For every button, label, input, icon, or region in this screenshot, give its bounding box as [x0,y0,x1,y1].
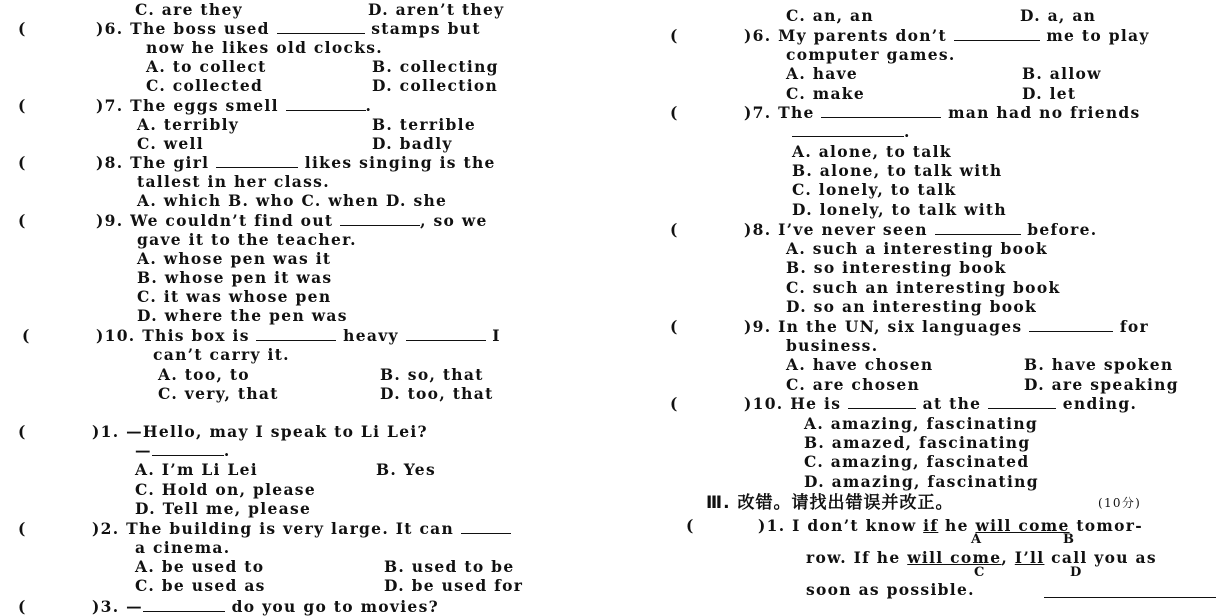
underlined-part-a: if [923,516,939,535]
question-text: The eggs smell [130,96,279,115]
mark-a: A [971,532,983,547]
question-number: )1. [92,422,120,441]
option-c: C. Hold on, please [135,480,316,499]
question-text: tomor- [1076,516,1143,535]
question-text: I don’t know [792,516,917,535]
option-c: C. amazing, fascinated [804,452,1030,471]
option-c: C. well [137,134,204,153]
option-c: C. such an interesting book [786,278,1061,297]
answer-blank[interactable] [216,154,298,168]
question-7 [744,103,1141,122]
question-text-line2: computer games. [786,45,956,64]
question-number: )10. [96,326,136,345]
option-b: B. Yes [376,460,436,479]
question-3 [92,597,439,616]
option-d: D. aren’t they [368,0,505,19]
answer-paren: ( [18,19,27,38]
option-b: B. so, that [380,365,484,384]
option-a: A. whose pen was it [137,249,332,268]
question-text: at the [922,394,982,413]
question-text: The girl [130,153,210,172]
question-text: he [945,516,969,535]
option-a: A. have chosen [786,355,934,374]
question-text: We couldn’t find out [130,211,334,230]
question-text: ending. [1062,394,1138,413]
answer-paren: ( [670,394,679,413]
question-text: call you as [1051,548,1157,567]
question-10 [744,394,1137,413]
question-text-line2: can’t carry it. [153,345,290,364]
error-question-line3: soon as possible. [806,580,975,599]
mark-b: B [1063,532,1076,547]
dash: — [135,441,152,460]
underlined-part-c: will come [907,548,1002,567]
question-number: )2. [92,519,120,538]
option-c: C. very, that [158,384,279,403]
question-text: me to play [1046,26,1150,45]
question-text: I’ve never seen [778,220,928,239]
question-text-line2: now he likes old clocks. [146,38,383,57]
question-7 [96,96,372,115]
options-row: A. which B. who C. when D. she [137,191,448,210]
option-d: D. let [1022,84,1077,103]
option-c: C. be used as [135,576,266,595]
error-question-1 [758,516,1143,535]
question-text: heavy [343,326,399,345]
mark-c: C [974,565,986,580]
option-a: A. alone, to talk [792,142,952,161]
question-number: )8. [96,153,124,172]
answer-blank[interactable] [406,327,486,341]
answer-paren: ( [18,211,27,230]
underlined-part-b: will come [975,516,1070,535]
answer-blank[interactable] [286,97,366,111]
option-d: D. a, an [1020,6,1097,25]
question-text-line2: business. [786,336,879,355]
question-9 [96,211,488,230]
answer-paren: ( [18,96,27,115]
answer-blank[interactable] [143,598,225,612]
answer-paren: ( [670,103,679,122]
answer-blank[interactable] [821,104,941,118]
section-title: Ⅲ. 改错。请找出错误并改正。 [706,493,954,513]
answer-blank[interactable] [1029,318,1113,332]
dialogue-reply: — . [135,441,231,460]
question-text: stamps but [371,19,481,38]
answer-blank[interactable] [935,221,1021,235]
question-number: )8. [744,220,772,239]
option-c: C. collected [146,76,264,95]
option-b: B. alone, to talk with [792,161,1003,180]
question-number: )6. [744,26,772,45]
question-text-line2: tallest in her class. [137,172,330,191]
question-number: )7. [96,96,124,115]
question-10 [96,326,501,345]
answer-blank[interactable] [256,327,336,341]
answer-paren: ( [18,153,27,172]
option-d: D. are speaking [1024,375,1179,394]
answer-paren: ( [670,220,679,239]
question-6 [96,19,481,38]
option-c: C. lonely, to talk [792,180,957,199]
question-8 [96,153,496,172]
option-b: B. so interesting book [786,258,1007,277]
option-b: B. amazed, fascinating [804,433,1031,452]
option-c: C. an, an [786,6,874,25]
option-a: A. be used to [135,557,265,576]
answer-blank[interactable] [988,395,1056,409]
answer-paren: ( [670,26,679,45]
question-number: )9. [96,211,124,230]
question-number: )3. [92,597,120,616]
dialogue-1 [92,422,428,441]
option-a: A. terribly [137,115,240,134]
correction-blank[interactable] [1044,584,1216,598]
option-c: C. are chosen [786,375,921,394]
question-text: row. If he [806,548,901,567]
answer-paren: ( [18,519,27,538]
section-score: (10分) [1098,496,1142,510]
option-b: B. used to be [384,557,515,576]
comma: , [1001,548,1009,567]
question-text: The boss used [130,19,270,38]
question-text: My parents don’t [778,26,947,45]
option-b: B. whose pen it was [137,268,333,287]
option-d: D. collection [372,76,499,95]
question-text: The building is very large. It can [126,519,455,538]
option-a: A. to collect [146,57,267,76]
answer-blank[interactable] [277,20,365,34]
answer-paren: ( [18,422,27,441]
option-c: C. are they [135,0,243,19]
question-number: )7. [744,103,772,122]
option-d: D. badly [372,134,453,153]
option-d: D. be used for [384,576,524,595]
question-text-line2: gave it to the teacher. [137,230,357,249]
question-text: He is [790,394,842,413]
option-b: B. have spoken [1024,355,1174,374]
question-9 [744,317,1149,336]
question-text: likes singing is the [304,153,496,172]
option-d: D. too, that [380,384,494,403]
option-a: A. such a interesting book [786,239,1048,258]
mark-d: D [1070,565,1083,580]
question-text: —Hello, may I speak to Li Lei? [126,422,428,441]
option-d: D. Tell me, please [135,499,312,518]
dash: — [126,597,143,616]
question-8 [744,220,1097,239]
question-text: This box is [142,326,250,345]
question-number: )1. [758,516,786,535]
option-c: C. it was whose pen [137,287,332,306]
option-d: D. where the pen was [137,306,348,325]
question-number: )10. [744,394,784,413]
answer-blank-line: . [792,122,911,141]
question-text: do you go to movies? [231,597,439,616]
option-a: A. I’m Li Lei [135,460,258,479]
question-number: )9. [744,317,772,336]
answer-blank[interactable] [848,395,916,409]
question-text: I [492,326,501,345]
question-end: . [365,96,373,115]
answer-paren: ( [670,317,679,336]
answer-paren: ( [22,326,31,345]
question-text: In the UN, six languages [778,317,1023,336]
option-a: A. too, to [158,365,250,384]
question-text: for [1119,317,1149,336]
answer-paren: ( [686,516,695,535]
option-d: D. lonely, to talk with [792,200,1007,219]
answer-blank[interactable] [954,27,1040,41]
question-2 [92,519,511,538]
question-text: before. [1027,220,1098,239]
answer-blank[interactable] [152,442,224,456]
option-d: D. amazing, fascinating [804,472,1039,491]
option-b: B. allow [1022,64,1102,83]
question-text: , so we [420,211,488,230]
question-text-line2: a cinema. [135,538,231,557]
option-c: C. make [786,84,866,103]
question-6 [744,26,1150,45]
option-b: B. terrible [372,115,477,134]
question-text: man had no friends [948,103,1141,122]
question-text: The [778,103,815,122]
answer-blank[interactable] [340,212,420,226]
option-a: A. have [786,64,859,83]
underlined-part-d: I’ll [1014,548,1045,567]
answer-paren: ( [18,597,27,616]
answer-blank[interactable] [461,520,511,534]
answer-blank[interactable] [792,123,904,137]
question-number: )6. [96,19,124,38]
option-d: D. so an interesting book [786,297,1038,316]
option-a: A. amazing, fascinating [804,414,1039,433]
option-b: B. collecting [372,57,499,76]
